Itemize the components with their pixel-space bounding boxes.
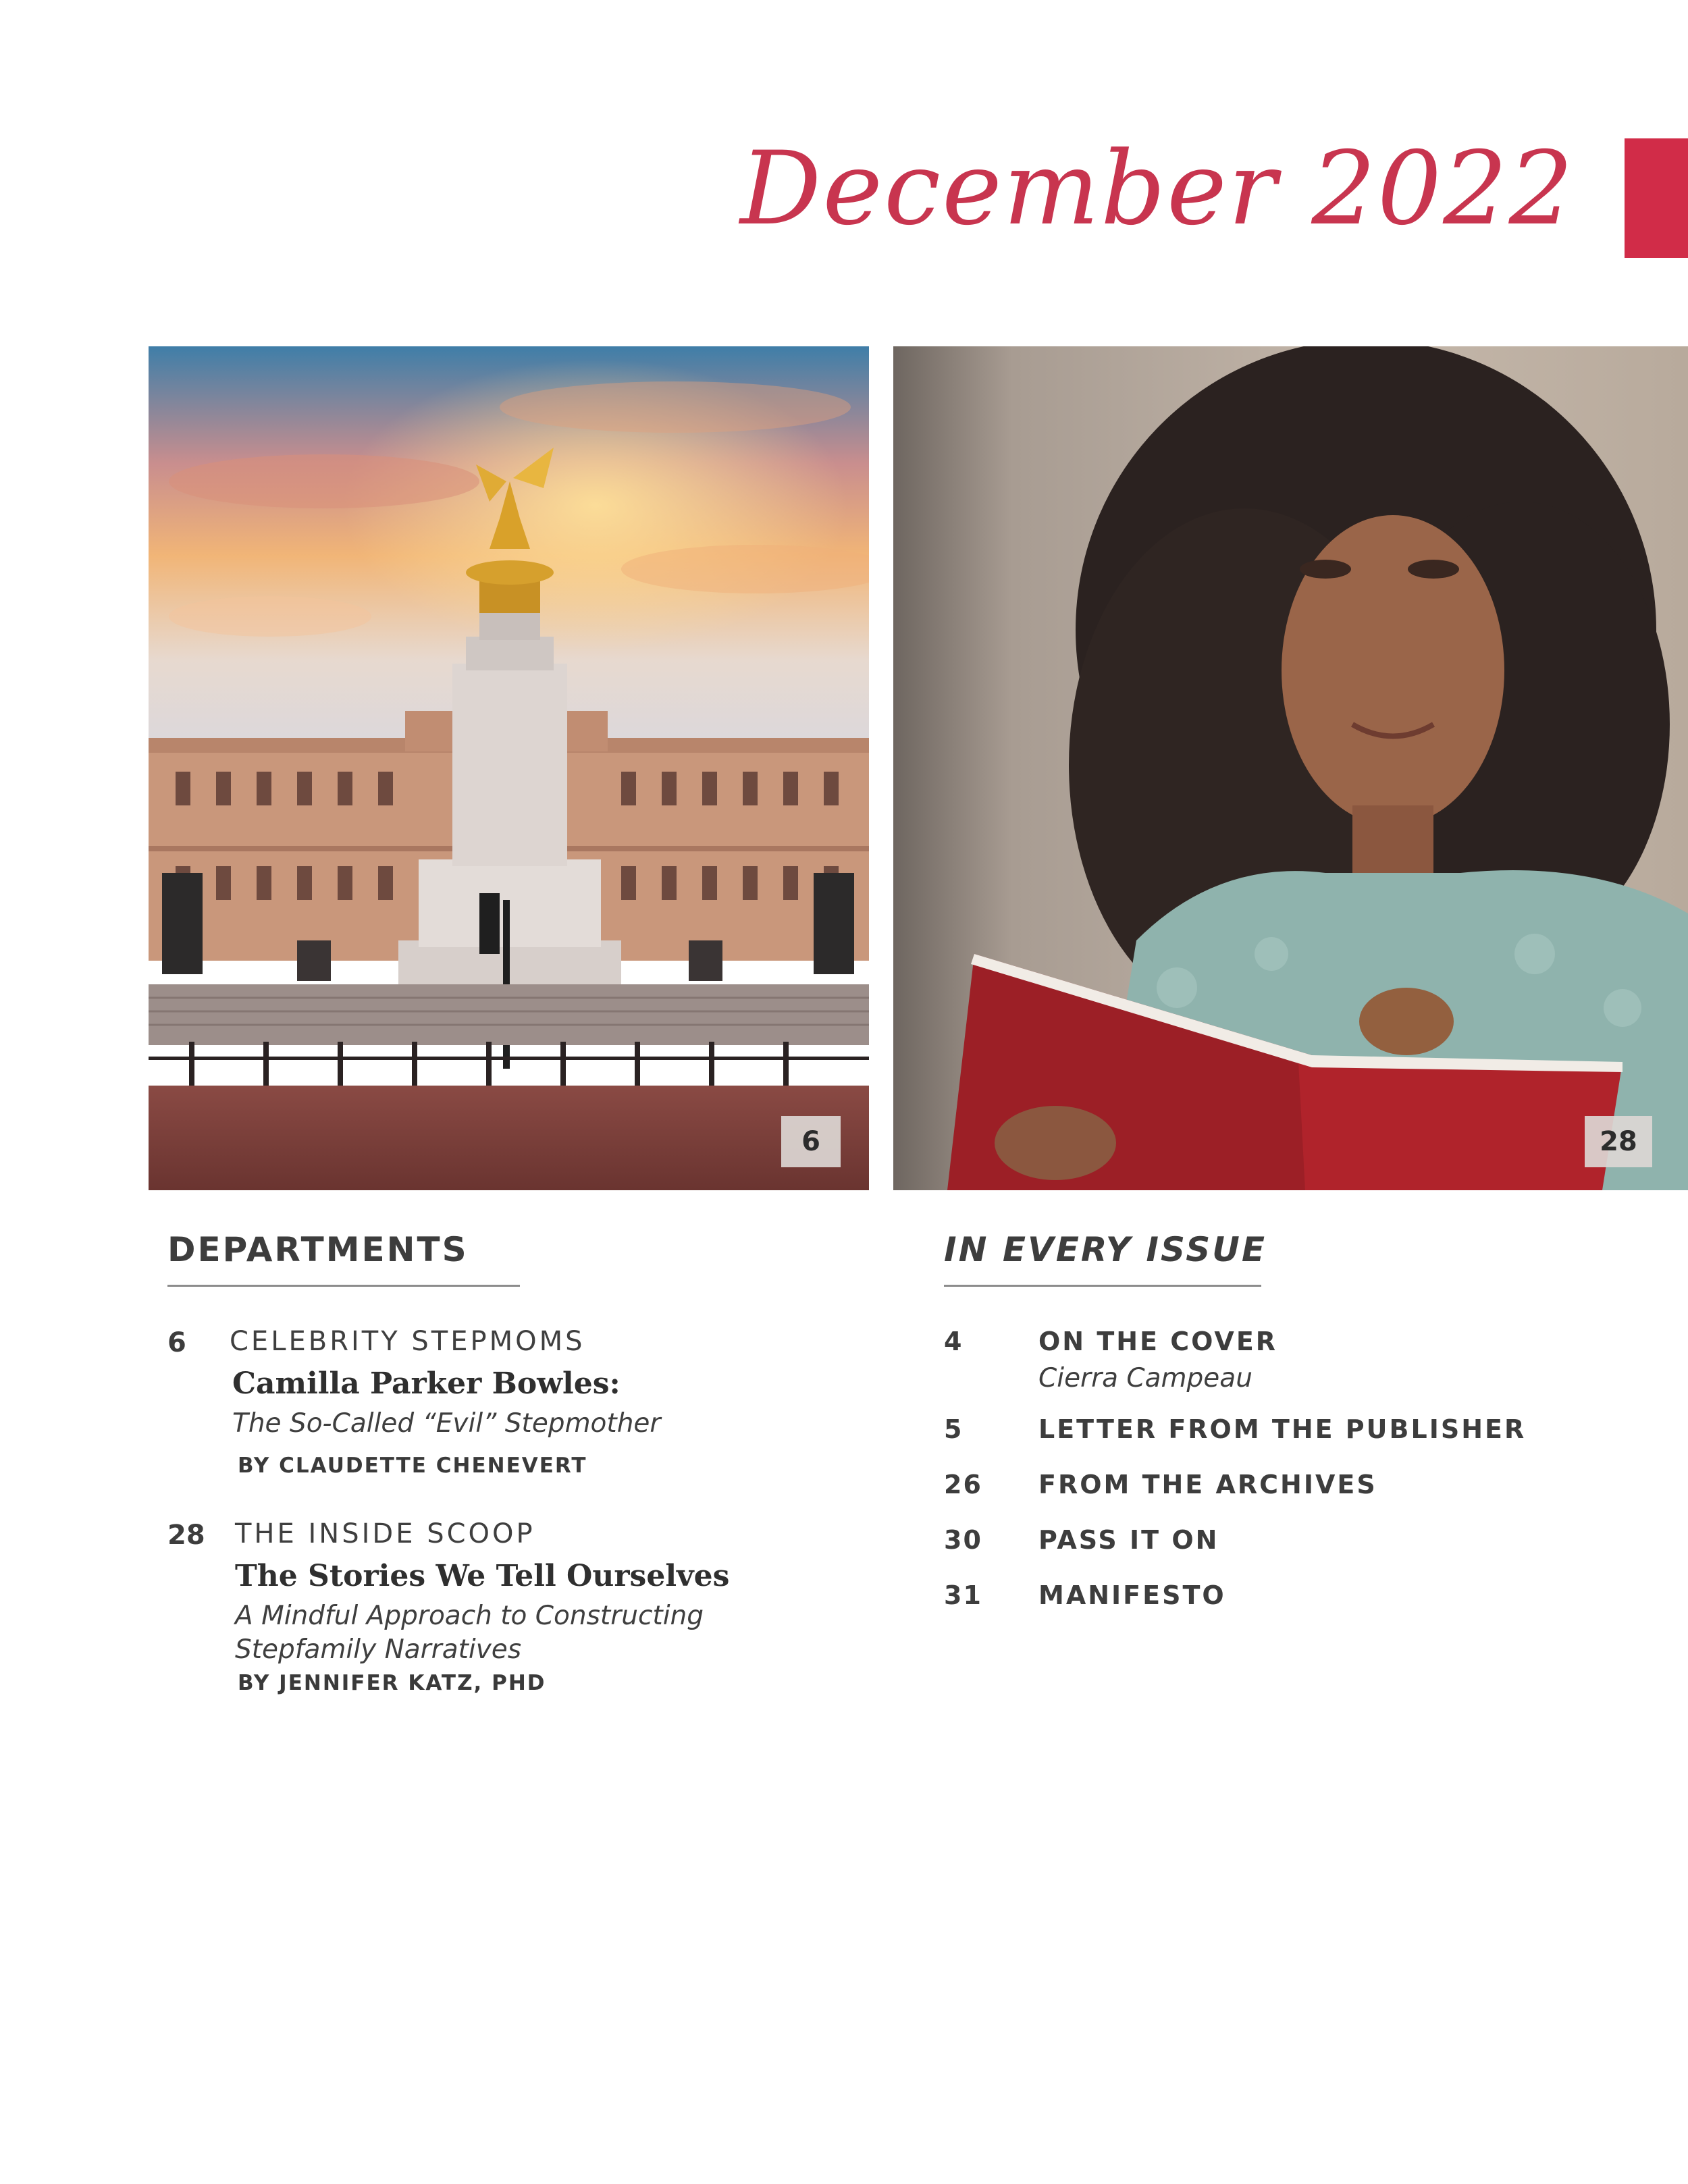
department-category: CELEBRITY STEPMOMS (230, 1326, 585, 1357)
issue-page-number: 31 (944, 1580, 982, 1610)
article-subtitle (235, 1599, 789, 1667)
page-badge-woman: 28 (1585, 1116, 1652, 1167)
feature-photo-palace[interactable] (149, 346, 869, 1190)
departments-rule (167, 1285, 520, 1287)
issue-list-item[interactable] (944, 1327, 1619, 1414)
issue-date-title: December 2022 (740, 130, 1575, 248)
issue-label[interactable]: LETTER FROM THE PUBLISHER (1038, 1414, 1527, 1444)
issue-subtitle: Cierra Campeau (1038, 1363, 1252, 1393)
palace-illustration (149, 346, 869, 1190)
article-subtitle-line: A Mindful Approach to Constructing (235, 1601, 704, 1631)
article-byline: BY JENNIFER KATZ, PHD (238, 1671, 546, 1695)
every-issue-list (944, 1327, 1619, 1636)
issue-list-item[interactable] (944, 1580, 1619, 1636)
article-subtitle-line: Stepfamily Narratives (235, 1634, 522, 1665)
woman-illustration (893, 346, 1688, 1190)
every-issue-heading: IN EVERY ISSUE (944, 1230, 1267, 1269)
article-title[interactable]: Camilla Parker Bowles: (232, 1366, 621, 1401)
issue-label[interactable]: PASS IT ON (1038, 1525, 1219, 1555)
page-badge-palace: 6 (781, 1116, 841, 1167)
issue-label[interactable]: MANIFESTO (1038, 1580, 1226, 1610)
issue-list-item[interactable] (944, 1525, 1619, 1580)
issue-page-number: 26 (944, 1470, 982, 1499)
departments-heading: DEPARTMENTS (167, 1230, 469, 1269)
issue-label[interactable]: ON THE COVER (1038, 1327, 1278, 1356)
feature-photo-woman[interactable] (893, 346, 1688, 1190)
article-title[interactable]: The Stories We Tell Ourselves (235, 1559, 730, 1593)
issue-list-item[interactable] (944, 1414, 1619, 1470)
department-page-number: 28 (167, 1520, 205, 1551)
issue-page-number: 30 (944, 1525, 982, 1555)
issue-list-item[interactable] (944, 1470, 1619, 1525)
article-byline: BY CLAUDETTE CHENEVERT (238, 1454, 587, 1478)
article-subtitle: The So-Called “Evil” Stepmother (232, 1408, 661, 1439)
department-category: THE INSIDE SCOOP (235, 1518, 535, 1549)
issue-label[interactable]: FROM THE ARCHIVES (1038, 1470, 1377, 1499)
department-page-number: 6 (167, 1327, 186, 1358)
accent-bar (1625, 138, 1688, 258)
issue-page-number: 4 (944, 1327, 964, 1356)
issue-page-number: 5 (944, 1414, 964, 1444)
every-issue-rule (944, 1285, 1261, 1287)
